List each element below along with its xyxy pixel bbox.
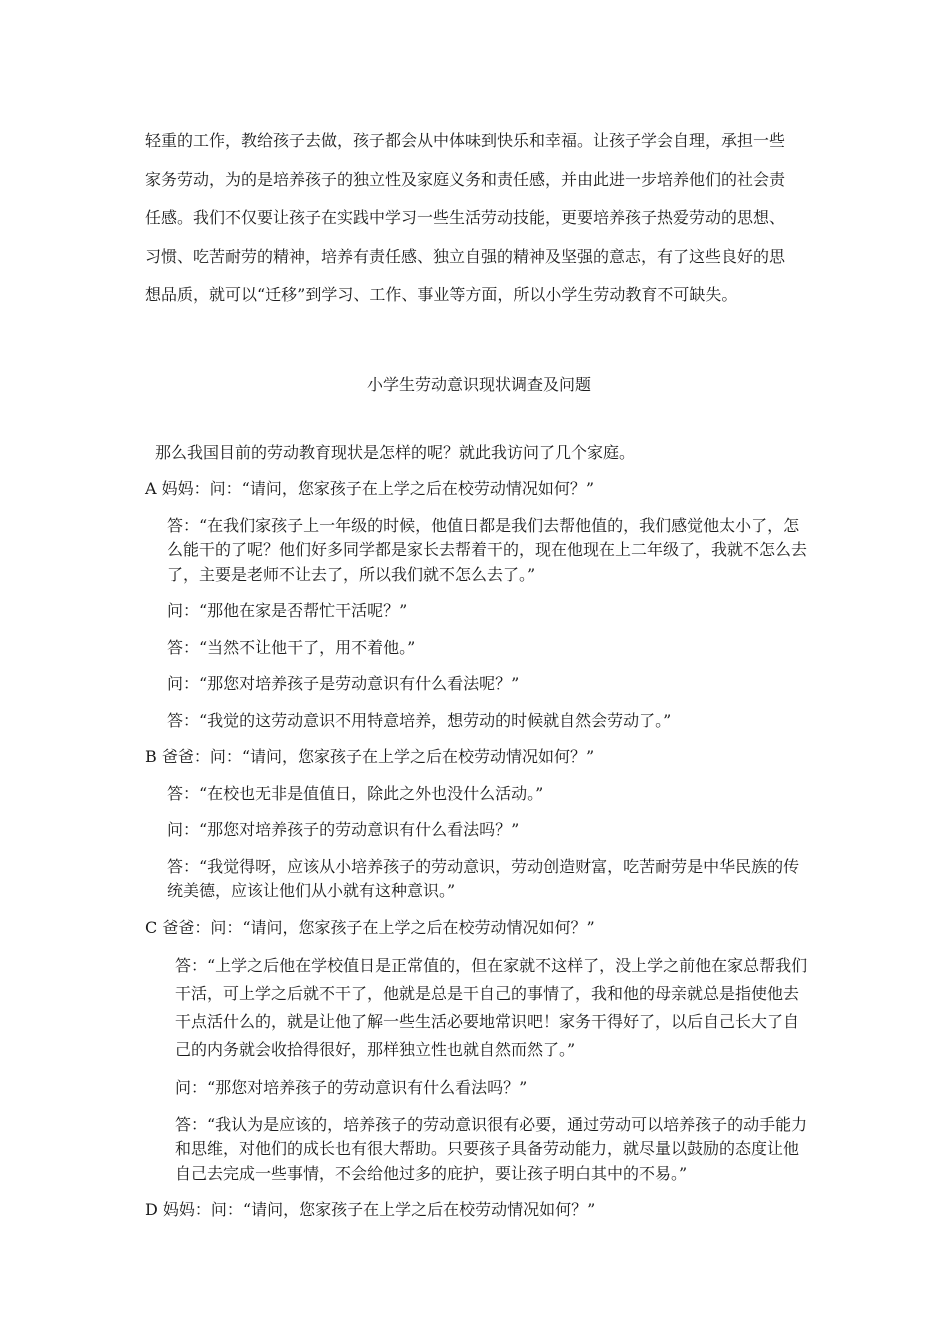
- intro-line: 习惯、吃苦耐劳的精神，培养有责任感、独立自强的精神及坚强的意志，有了这些良好的思: [145, 246, 786, 266]
- interview-answer: 答：“在我们家孩子上一年级的时候，他值日都是我们去帮他值的，我们感觉他太小了，怎么能干的了呢？他们好多同学都是家长去帮着干的，现在他现在上二年级了，我就不怎么去了，主要是老师不让去了，所以我们就不怎么去了。”: [167, 515, 808, 584]
- interview-answer: 答：“我觉得呀，应该从小培养孩子的劳动意识，劳动创造财富，吃苦耐劳是中华民族的传统美德，应该让他们从小就有这种意识。”: [167, 856, 800, 900]
- interview-answer: 答：“我觉的这劳动意识不用特意培养，想劳动的时候就自然会劳动了。”: [167, 710, 672, 730]
- interview-question: D 妈妈：问：“请问，您家孩子在上学之后在校劳动情况如何？”: [145, 1200, 596, 1219]
- intro-paragraph: [145, 122, 813, 315]
- interview-question: C 爸爸：问：“请问，您家孩子在上学之后在校劳动情况如何？”: [145, 917, 595, 937]
- interview-answer: 答：“当然不让他干了，用不着他。”: [167, 637, 416, 657]
- interview-question: 问：“那您对培养孩子的劳动意识有什么看法吗？”: [167, 820, 520, 839]
- interview-question: 问：“那您对培养孩子的劳动意识有什么看法吗？”: [175, 1078, 528, 1097]
- interview-intro: 那么我国目前的劳动教育现状是怎样的呢？就此我访问了几个家庭。: [155, 442, 636, 462]
- interview-question: 问：“那他在家是否帮忙干活呢？”: [167, 601, 408, 620]
- interview-answer: 答：“在校也无非是值值日，除此之外也没什么活动。”: [167, 783, 544, 803]
- section-title: 小学生劳动意识现状调查及问题: [366, 374, 591, 394]
- intro-line: 任感。我们不仅要让孩子在实践中学习一些生活劳动技能，更要培养孩子热爱劳动的思想、: [145, 208, 786, 227]
- interview-section: [145, 441, 813, 1223]
- intro-line: 想品质，就可以“迁移”到学习、工作、事业等方面，所以小学生劳动教育不可缺失。: [145, 285, 738, 304]
- document-page: [145, 122, 813, 1235]
- interview-question: B 爸爸：问：“请问，您家孩子在上学之后在校劳动情况如何？”: [145, 747, 595, 766]
- intro-line: 家务劳动，为的是培养孩子的独立性及家庭义务和责任感，并由此进一步培养他们的社会责: [145, 169, 786, 189]
- interview-question: A 妈妈：问：“请问，您家孩子在上学之后在校劳动情况如何？”: [145, 479, 595, 498]
- intro-line: 轻重的工作，教给孩子去做，孩子都会从中体味到快乐和幸福。让孩子学会自理，承担一些: [145, 131, 786, 150]
- interview-answer: 答：“我认为是应该的，培养孩子的劳动意识很有必要，通过劳动可以培养孩子的动手能力和思维，对他们的成长也有很大帮助。只要孩子具备劳动能力，就尽量以鼓励的态度让他自己去完成一些事情，不会给他过多的庇护，要让孩子明白其中的不易。”: [175, 1114, 808, 1183]
- interview-question: 问：“那您对培养孩子是劳动意识有什么看法呢？”: [167, 674, 520, 693]
- interview-answer: 答：“上学之后他在学校值日是正常值的，但在家就不这样了，没上学之前他在家总帮我们干活，可上学之后就不干了，他就是总是干自己的事情了，我和他的母亲就总是指使他去干点活什么的，就是让他了解一些生活必要地常识吧！家务干得好了，以后自己长大了自己的内务就会收拾得很好，那样独立性也就自然而然了。”: [175, 956, 808, 1059]
